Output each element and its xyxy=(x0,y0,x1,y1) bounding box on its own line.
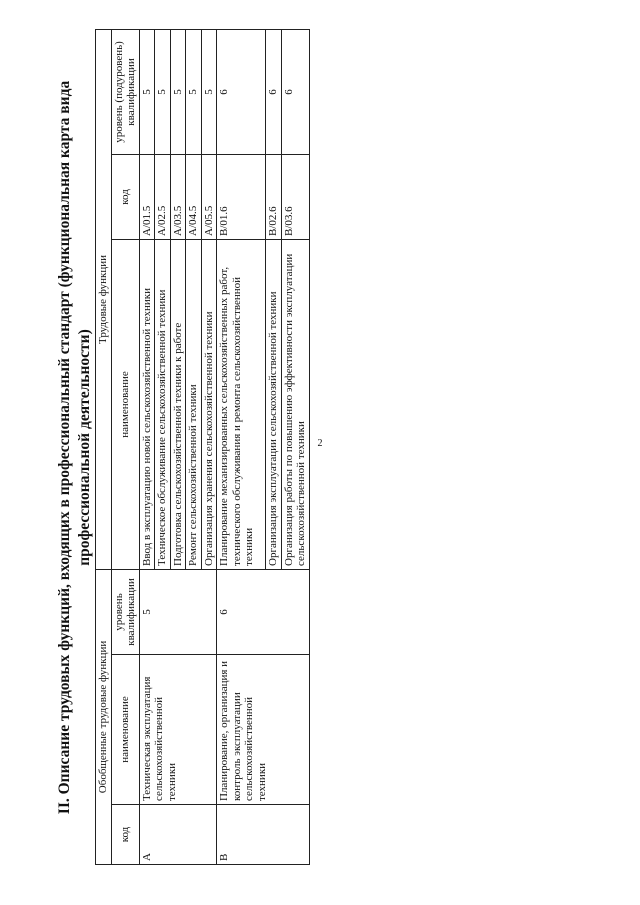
header-row-1 xyxy=(96,29,112,864)
header-generalized: Обобщенные трудовые функции xyxy=(96,569,112,864)
title-line-2: профессиональной деятельности) xyxy=(76,329,93,566)
title-line-1: II. Описание трудовых функций, входящих в профессиональный стандарт (функциональная карта вида xyxy=(56,80,73,815)
header-level: уровень квалификации xyxy=(111,569,139,654)
header-code: код xyxy=(111,805,139,865)
function-level: 5 xyxy=(155,29,171,154)
header-code-2: код xyxy=(111,154,139,239)
function-name: Организация работы по повышению эффективности эксплуатации сельскохозяйственной техники xyxy=(281,239,309,569)
function-name: Подготовка сельскохозяйственной техники к работе xyxy=(170,239,186,569)
function-level: 5 xyxy=(139,29,155,154)
header-name: наименование xyxy=(111,655,139,805)
function-code: A/04.5 xyxy=(186,154,202,239)
function-code: B/02.6 xyxy=(266,154,282,239)
function-name: Ввод в эксплуатацию новой сельскохозяйственной техники xyxy=(139,239,155,569)
function-code: A/02.5 xyxy=(155,154,171,239)
group-name: Планирование, организация и контроль эксплуатации сельскохозяйственной техники xyxy=(217,655,310,805)
rotated-content xyxy=(55,30,595,865)
functional-map-table xyxy=(95,29,310,865)
function-level: 5 xyxy=(201,29,217,154)
function-name: Организация эксплуатации сельскохозяйственной техники xyxy=(266,239,282,569)
header-name-2: наименование xyxy=(111,239,139,569)
group-level: 5 xyxy=(139,569,217,654)
header-row-2 xyxy=(111,29,139,864)
function-level: 6 xyxy=(281,29,309,154)
function-name: Организация хранения сельскохозяйственной техники xyxy=(201,239,217,569)
function-level: 5 xyxy=(186,29,202,154)
group-name: Техническая эксплуатация сельскохозяйственной техники xyxy=(139,655,217,805)
function-name: Техническое обслуживание сельскохозяйственной техники xyxy=(155,239,171,569)
section-title xyxy=(55,30,95,865)
function-level: 6 xyxy=(266,29,282,154)
group-code: B xyxy=(217,805,310,865)
function-level: 6 xyxy=(217,29,266,154)
page-number: 2 xyxy=(317,438,323,449)
table-row xyxy=(217,29,266,864)
group-level: 6 xyxy=(217,569,310,654)
function-code: A/03.5 xyxy=(170,154,186,239)
function-name: Ремонт сельскохозяйственной техники xyxy=(186,239,202,569)
function-name: Планирование механизированных сельскохозяйственных работ, технического обслуживания и ремонта сельскохозяйственной техники xyxy=(217,239,266,569)
table-row xyxy=(139,29,155,864)
function-code: B/01.6 xyxy=(217,154,266,239)
group-code: A xyxy=(139,805,217,865)
function-code: A/01.5 xyxy=(139,154,155,239)
function-code: B/03.6 xyxy=(281,154,309,239)
header-level-2: уровень (подуровень) квалификации xyxy=(111,29,139,154)
function-code: A/05.5 xyxy=(201,154,217,239)
header-labor-functions: Трудовые функции xyxy=(96,29,112,569)
function-level: 5 xyxy=(170,29,186,154)
